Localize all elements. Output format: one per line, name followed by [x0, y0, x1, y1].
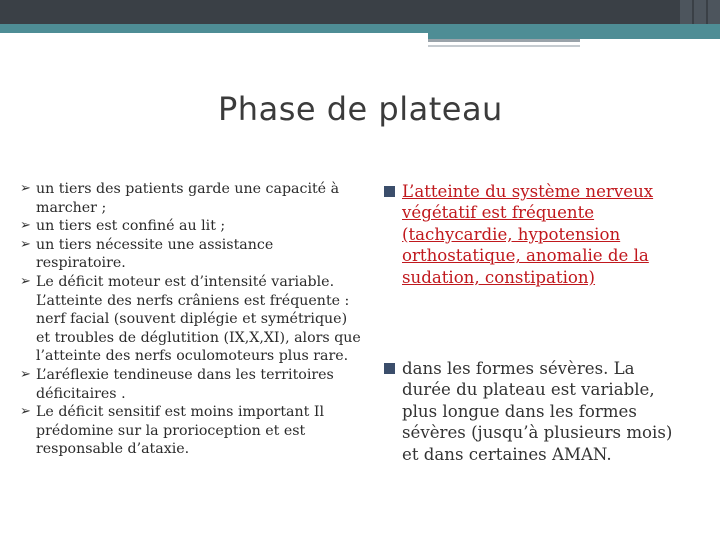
arrow-bullet-icon: ➢: [20, 273, 31, 289]
right-block-autonomic: [380, 181, 680, 288]
slide-title: Phase de plateau: [218, 90, 503, 128]
square-bullet-icon: [384, 186, 395, 197]
list-item-text: un tiers est confiné au lit ;: [36, 218, 226, 235]
arrow-bullet-icon: ➢: [20, 404, 31, 420]
list-item: [20, 236, 365, 273]
right-column: [380, 181, 680, 465]
arrow-bullet-icon: ➢: [20, 181, 31, 196]
autonomic-text: L’atteinte du système nerveux végétatif est fréquente (tachycardie, hypotension orthostatique, anomalie de la sudation, constipation): [402, 182, 654, 287]
list-item-text: Le déficit sensitif est moins important Il prédomine sur la prorioception et est responsable d’ataxie.: [36, 404, 324, 458]
list-item-text: Le déficit moteur est d’intensité variable. L’atteinte des nerfs crâniens est fréquente : nerf facial (souvent diplégie et symétrique) et troubles de déglutition (IX,X,XI), alors que l’atteinte des nerfs oculomoteurs plus rare.: [36, 273, 361, 365]
list-item-text: un tiers des patients garde une capacité à marcher ;: [36, 181, 340, 216]
header-accent-stripe: [0, 24, 720, 33]
header-block: [708, 0, 720, 24]
list-item: [20, 180, 365, 217]
list-item: [20, 403, 365, 459]
arrow-bullet-icon: ➢: [20, 236, 31, 252]
header-bar: [0, 0, 720, 24]
list-item-text: L’aréflexie tendineuse dans les territoires déficitaires .: [36, 366, 334, 402]
list-item-text: un tiers nécessite une assistance respiratoire.: [36, 236, 274, 272]
arrow-bullet-icon: ➢: [20, 366, 31, 382]
list-item: [20, 273, 365, 366]
header-blocks: [678, 0, 720, 24]
left-bullet-list: [20, 180, 365, 459]
header-block: [680, 0, 692, 24]
list-item: [20, 217, 365, 236]
list-item: [20, 366, 365, 403]
arrow-bullet-icon: ➢: [20, 218, 31, 234]
header-rule: [428, 45, 580, 47]
header-block: [694, 0, 706, 24]
right-block-severe: [380, 358, 680, 465]
severe-text: dans les formes sévères. La durée du plateau est variable, plus longue dans les formes sévères (jusqu’à plusieurs mois) et dans certaines AMAN.: [402, 359, 673, 464]
header-rule: [428, 39, 580, 42]
square-bullet-icon: [384, 363, 395, 374]
